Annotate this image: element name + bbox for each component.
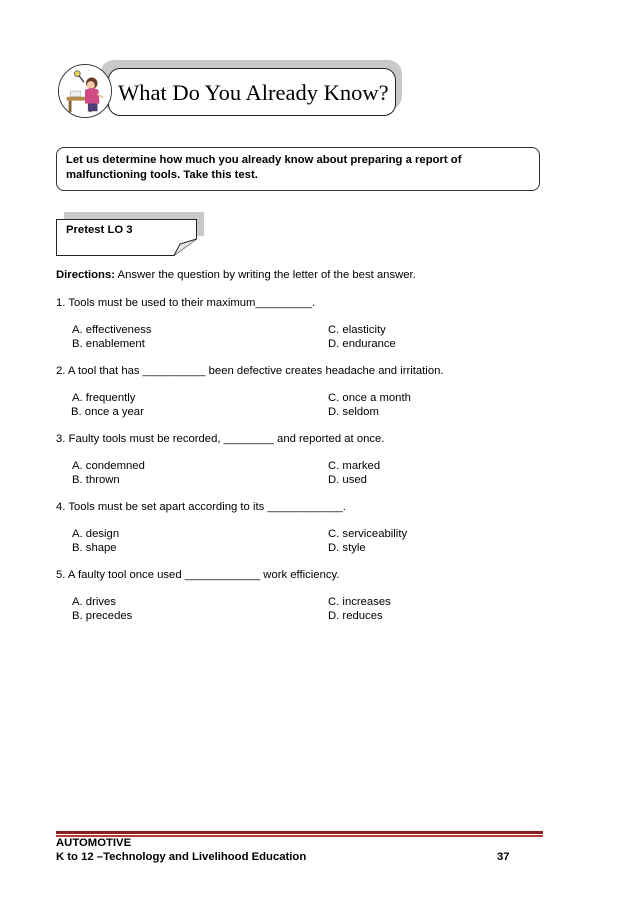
page-number: 37 bbox=[497, 851, 510, 863]
question-1-option-a: A. effectiveness bbox=[72, 324, 152, 336]
question-5-option-a: A. drives bbox=[72, 596, 116, 608]
question-4-option-c: C. serviceability bbox=[328, 528, 408, 540]
question-4-option-b: B. shape bbox=[72, 542, 117, 554]
directions bbox=[56, 268, 416, 282]
footer-program: K to 12 –Technology and Livelihood Education bbox=[56, 851, 307, 863]
question-1-option-c: C. elasticity bbox=[328, 324, 386, 336]
question-3-stem: 3. Faulty tools must be recorded, ________ and reported at once. bbox=[56, 433, 385, 445]
student-at-desk-icon bbox=[58, 64, 112, 118]
question-1-stem: 1. Tools must be used to their maximum_________. bbox=[56, 297, 316, 309]
directions-label: Directions: bbox=[56, 269, 116, 281]
question-4-option-d: D. style bbox=[328, 542, 366, 554]
footer-rule bbox=[56, 831, 543, 834]
question-1-option-b: B. enablement bbox=[72, 338, 145, 350]
question-5-option-b: B. precedes bbox=[72, 610, 133, 622]
question-2-option-a: A. frequently bbox=[72, 392, 136, 404]
footer-subject: AUTOMOTIVE bbox=[56, 837, 132, 849]
question-1-option-d: D. endurance bbox=[328, 338, 396, 350]
question-3-option-d: D. used bbox=[328, 474, 367, 486]
question-2-stem: 2. A tool that has __________ been defective creates headache and irritation. bbox=[56, 365, 444, 377]
question-2-option-b: B. once a year bbox=[71, 406, 144, 418]
question-3-option-b: B. thrown bbox=[72, 474, 120, 486]
question-2-option-c: C. once a month bbox=[328, 392, 411, 404]
question-4-option-a: A. design bbox=[72, 528, 120, 540]
question-2-option-d: D. seldom bbox=[328, 406, 379, 418]
intro-text: Let us determine how much you already know about preparing a report of malfunctioning tools. Take this test. bbox=[66, 154, 462, 181]
directions-text: Answer the question by writing the letter of the best answer. bbox=[115, 269, 416, 281]
question-5-option-d: D. reduces bbox=[328, 610, 383, 622]
question-4-stem: 4. Tools must be set apart according to its ____________. bbox=[56, 501, 346, 513]
question-5-stem: 5. A faulty tool once used ____________ work efficiency. bbox=[56, 569, 340, 581]
question-3-option-a: A. condemned bbox=[72, 460, 145, 472]
pretest-label: Pretest LO 3 bbox=[66, 224, 133, 236]
question-5-option-c: C. increases bbox=[328, 596, 391, 608]
page-title: What Do You Already Know? bbox=[118, 80, 389, 105]
question-3-option-c: C. marked bbox=[328, 460, 381, 472]
